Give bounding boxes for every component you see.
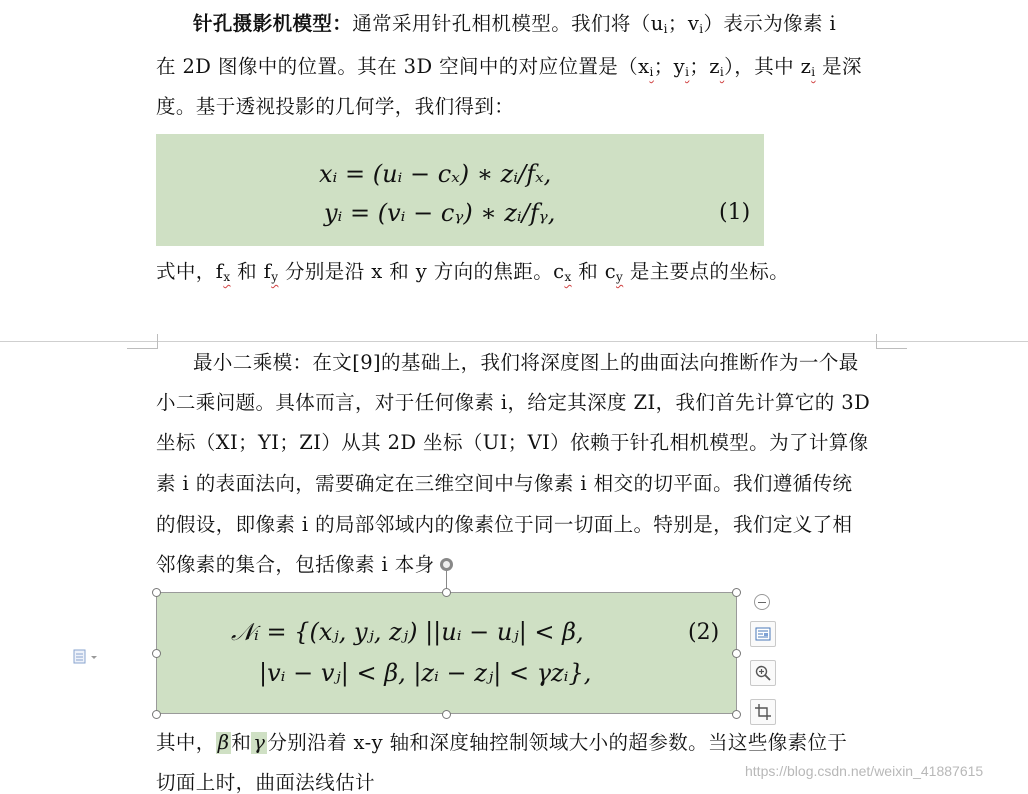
left-margin-marker [127, 334, 158, 349]
equation-1-number: (1) [719, 200, 751, 225]
section-title-pinhole: 针孔摄影机模型： [193, 12, 353, 35]
equation-2-number: (2) [688, 620, 720, 645]
para3-line1: 其中， β 和 γ 分别沿着 x-y 轴和深度轴控制领域大小的超参数。当这些像素位于 [156, 731, 848, 754]
equation-1-line1: xᵢ = (uᵢ − cₓ) ∗ zᵢ/fₓ, [319, 160, 552, 188]
resize-handle-top-left[interactable] [152, 588, 161, 597]
rotate-handle[interactable] [440, 558, 453, 571]
equation-2-line2: |vᵢ − vⱼ| < β, |zᵢ − zⱼ| < γzᵢ}, [259, 659, 592, 687]
right-margin-marker [876, 334, 907, 349]
layout-options-button[interactable] [750, 621, 776, 647]
resize-handle-right[interactable] [732, 649, 741, 658]
para1-line3: 度。基于透视投影的几何学，我们得到： [156, 95, 515, 118]
para2-line1: 最小二乘模：在文[9]的基础上，我们将深度图上的曲面法向推断作为一个最 [193, 351, 859, 374]
zoom-image-button[interactable] [750, 660, 776, 686]
para2-line4: 素 i 的表面法向，需要确定在三维空间中与像素 i 相交的切平面。我们遵循传统 [156, 472, 853, 495]
para1-after-eq: 式中，$f_x$ 和 $f_y$ 分别是沿 x 和 y 方向的焦距。$c_x$ 和 $c_y$ 是主要点的坐标。 [156, 260, 790, 284]
beta-symbol-image: β [217, 731, 230, 754]
equation-2-line1: 𝒩ᵢ = {(xⱼ, yⱼ, zⱼ) ||uᵢ − uⱼ| < β, [231, 618, 584, 646]
selection-frame [156, 592, 737, 714]
equation-1-line2: yᵢ = (vᵢ − cᵧ) ∗ zᵢ/fᵧ, [324, 199, 556, 227]
para2-line3: 坐标（XI；YI；ZI）从其 2D 坐标（UI；VI）依赖于针孔相机模型。为了计算像 [156, 431, 869, 454]
para2-line2: 小二乘问题。具体而言，对于任何像素 i，给定其深度 ZI，我们首先计算它的 3D [156, 391, 871, 414]
resize-handle-left[interactable] [152, 649, 161, 658]
para3-line2: 切面上时，曲面法线估计 [156, 771, 375, 794]
resize-handle-bottom-right[interactable] [732, 710, 741, 719]
watermark: https://blog.csdn.net/weixin_41887615 [745, 763, 984, 779]
collapse-toolbar-button[interactable] [754, 594, 770, 610]
zoom-in-icon [754, 664, 772, 682]
gamma-symbol-image: γ [253, 731, 266, 754]
para1-line1: 针孔摄影机模型：通常采用针孔相机模型。我们将（$u_i$；$v_i$）表示为像素 i [193, 12, 837, 36]
resize-handle-top-right[interactable] [732, 588, 741, 597]
resize-handle-top[interactable] [442, 588, 451, 597]
para2-line6: 邻像素的集合，包括像素 i 本身 [156, 553, 435, 576]
paragraph-layout-icon[interactable] [73, 649, 101, 669]
equation-1-box [156, 134, 764, 246]
resize-handle-bottom-left[interactable] [152, 710, 161, 719]
para2-line5: 的假设，即像素 i 的局部邻域内的像素位于同一切面上。特别是，我们定义了相 [156, 513, 853, 536]
layout-icon [754, 625, 772, 643]
crop-icon [754, 703, 772, 721]
resize-handle-bottom[interactable] [442, 710, 451, 719]
crop-image-button[interactable] [750, 699, 776, 725]
para1-line2: 在 2D 图像中的位置。其在 3D 空间中的对应位置是（$x_i$；$y_i$；$z_i$），其中 $z_i$ 是深 [156, 55, 862, 79]
